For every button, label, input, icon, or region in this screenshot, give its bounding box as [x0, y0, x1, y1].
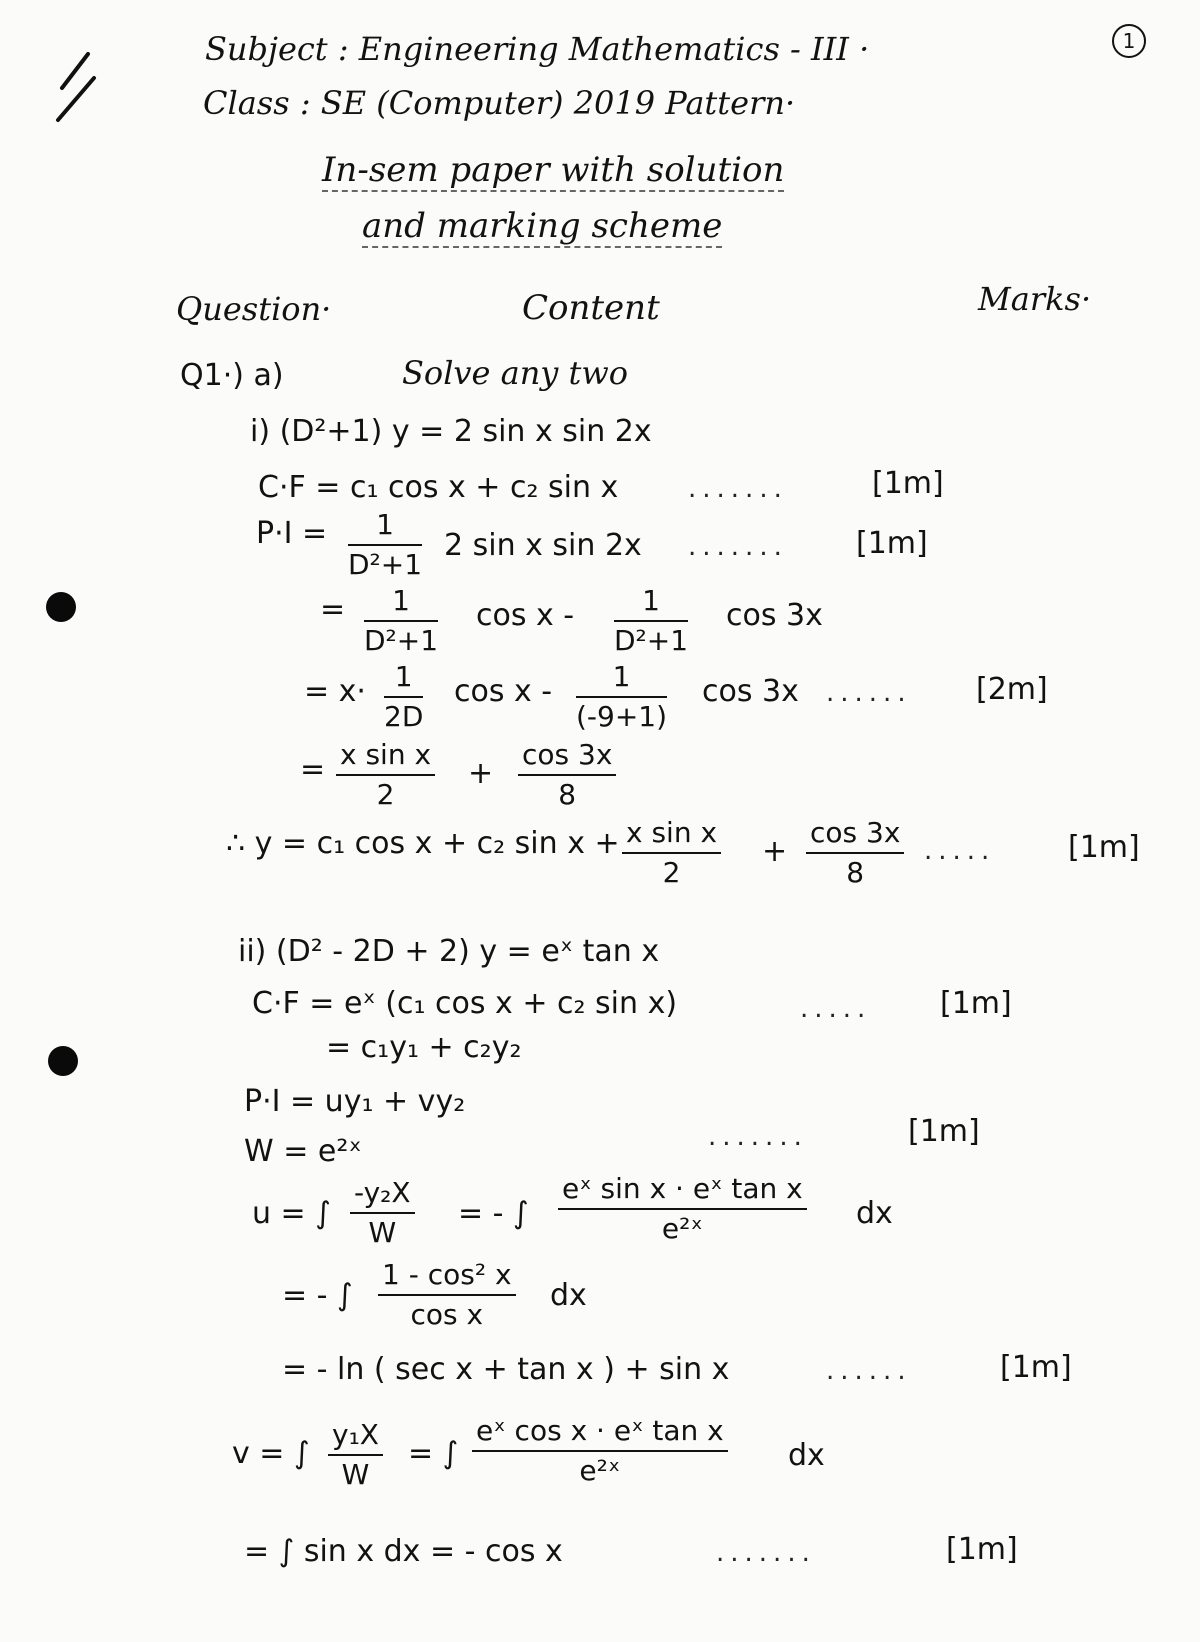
part-i-final-fraction-2: [806, 816, 904, 890]
fraction-numerator: y₁X: [328, 1418, 383, 1456]
part-i-final-fraction-1: [622, 816, 721, 890]
fraction-denominator: e²ˣ: [579, 1454, 621, 1487]
page-number: 1: [1112, 24, 1146, 58]
part-i-cf-mark: [1m]: [872, 466, 944, 501]
fraction-numerator: cos 3x: [518, 738, 616, 776]
part-ii-u2-lhs: = - ∫: [282, 1278, 353, 1313]
fraction-denominator: 8: [846, 856, 865, 889]
class-line: Class : SE (Computer) 2019 Pattern·: [203, 84, 796, 122]
part-ii-u-fraction-1: [350, 1176, 415, 1250]
fraction-denominator: (-9+1): [576, 700, 668, 733]
title-line-2: and marking scheme: [362, 206, 723, 246]
margin-strokes: [50, 48, 100, 128]
subject-line: Subject : Engineering Mathematics - III ·: [205, 30, 870, 68]
fraction-denominator: D²+1: [348, 548, 423, 581]
part-ii-u-fraction-2: [558, 1172, 807, 1246]
part-i-step3-lhs: = x·: [304, 674, 366, 709]
leader-dots: .......: [716, 1538, 816, 1568]
column-marks: Marks·: [978, 280, 1092, 318]
part-ii-w: W = e²ˣ: [244, 1134, 362, 1169]
fraction-numerator: eˣ cos x · eˣ tan x: [472, 1414, 728, 1452]
part-i-final-lhs: ∴ y = c₁ cos x + c₂ sin x +: [226, 826, 620, 861]
fraction-denominator: 2D: [384, 700, 424, 733]
part-i-pi-lhs: P·I =: [256, 516, 328, 551]
fraction-numerator: cos 3x: [806, 816, 904, 854]
fraction-numerator: 1: [384, 660, 423, 698]
part-ii-v-lhs: v = ∫: [232, 1436, 310, 1471]
part-ii-u2-fraction: [378, 1258, 516, 1332]
question-label: Q1·) a): [180, 358, 284, 393]
part-i-step2-fraction-1: [364, 584, 438, 658]
part-i-step3-mark: [2m]: [976, 672, 1048, 707]
part-ii-v2-mark: [1m]: [946, 1532, 1018, 1567]
fraction-numerator: -y₂X: [350, 1176, 415, 1214]
part-ii-u-lhs: u = ∫: [252, 1196, 331, 1231]
part-ii-u2-dx: dx: [550, 1278, 587, 1313]
part-i-step3-end: cos 3x: [702, 674, 799, 709]
part-i-problem: i) (D²+1) y = 2 sin x sin 2x: [250, 414, 652, 449]
punch-hole: [46, 592, 76, 622]
part-i-step2-end: cos 3x: [726, 598, 823, 633]
fraction-numerator: x sin x: [336, 738, 435, 776]
question-instruction: Solve any two: [402, 354, 629, 392]
fraction-denominator: D²+1: [364, 624, 439, 657]
leader-dots: .......: [688, 532, 788, 562]
part-i-step4-eq: =: [300, 752, 326, 787]
part-ii-u3-mark: [1m]: [1000, 1350, 1072, 1385]
part-i-pi-rhs: 2 sin x sin 2x: [444, 528, 642, 563]
fraction-denominator: 2: [662, 856, 681, 889]
fraction-numerator: eˣ sin x · eˣ tan x: [558, 1172, 807, 1210]
fraction-denominator: D²+1: [614, 624, 689, 657]
part-i-step2-eq: =: [320, 592, 346, 627]
part-i-step2-mid: cos x -: [476, 598, 575, 633]
fraction-numerator: 1: [364, 584, 438, 622]
part-ii-u3: = - ln ( sec x + tan x ) + sin x: [282, 1352, 730, 1387]
fraction-denominator: 8: [558, 778, 577, 811]
fraction-numerator: x sin x: [622, 816, 721, 854]
part-ii-u-mid: = - ∫: [458, 1196, 529, 1231]
part-ii-problem: ii) (D² - 2D + 2) y = eˣ tan x: [238, 934, 660, 969]
leader-dots: .....: [924, 836, 996, 866]
fraction-denominator: e²ˣ: [661, 1212, 703, 1245]
part-i-step3-fraction-2: [576, 660, 667, 734]
part-ii-w-mark: [1m]: [908, 1114, 980, 1149]
fraction-numerator: 1: [348, 508, 422, 546]
part-i-step3-fraction-1: [384, 660, 423, 734]
leader-dots: ......: [826, 678, 912, 708]
part-i-step4-fraction-1: [336, 738, 435, 812]
punch-hole: [48, 1046, 78, 1076]
part-i-step4-fraction-2: [518, 738, 616, 812]
part-ii-v-mid: = ∫: [408, 1436, 459, 1471]
fraction-denominator: W: [368, 1216, 397, 1249]
part-ii-v2: = ∫ sin x dx = - cos x: [244, 1534, 563, 1569]
part-i-final-mark: [1m]: [1068, 830, 1140, 865]
part-i-cf: C·F = c₁ cos x + c₂ sin x: [258, 470, 619, 505]
fraction-denominator: cos x: [410, 1298, 484, 1331]
column-content: Content: [522, 288, 660, 328]
part-ii-v-fraction-1: [328, 1418, 383, 1492]
leader-dots: .......: [688, 474, 788, 504]
part-i-pi-fraction: [348, 508, 422, 582]
leader-dots: .....: [800, 994, 872, 1024]
part-ii-cf-mark: [1m]: [940, 986, 1012, 1021]
fraction-numerator: 1: [614, 584, 688, 622]
part-ii-cf2: = c₁y₁ + c₂y₂: [326, 1030, 522, 1065]
part-i-pi-mark: [1m]: [856, 526, 928, 561]
part-i-step4-plus: +: [468, 756, 494, 791]
part-ii-v-dx: dx: [788, 1438, 825, 1473]
part-ii-u-dx: dx: [856, 1196, 893, 1231]
leader-dots: .......: [708, 1122, 808, 1152]
fraction-numerator: 1 - cos² x: [378, 1258, 516, 1296]
title-line-1: In-sem paper with solution: [322, 150, 785, 190]
part-i-step3-mid: cos x -: [454, 674, 553, 709]
fraction-denominator: 2: [376, 778, 395, 811]
fraction-denominator: W: [341, 1458, 370, 1491]
column-question: Question·: [176, 290, 332, 328]
part-i-final-plus: +: [762, 834, 788, 869]
leader-dots: ......: [826, 1356, 912, 1386]
part-i-step2-fraction-2: [614, 584, 688, 658]
part-ii-pi: P·I = uy₁ + vy₂: [244, 1084, 466, 1119]
fraction-numerator: 1: [576, 660, 667, 698]
part-ii-v-fraction-2: [472, 1414, 728, 1488]
part-ii-cf: C·F = eˣ (c₁ cos x + c₂ sin x): [252, 986, 678, 1021]
